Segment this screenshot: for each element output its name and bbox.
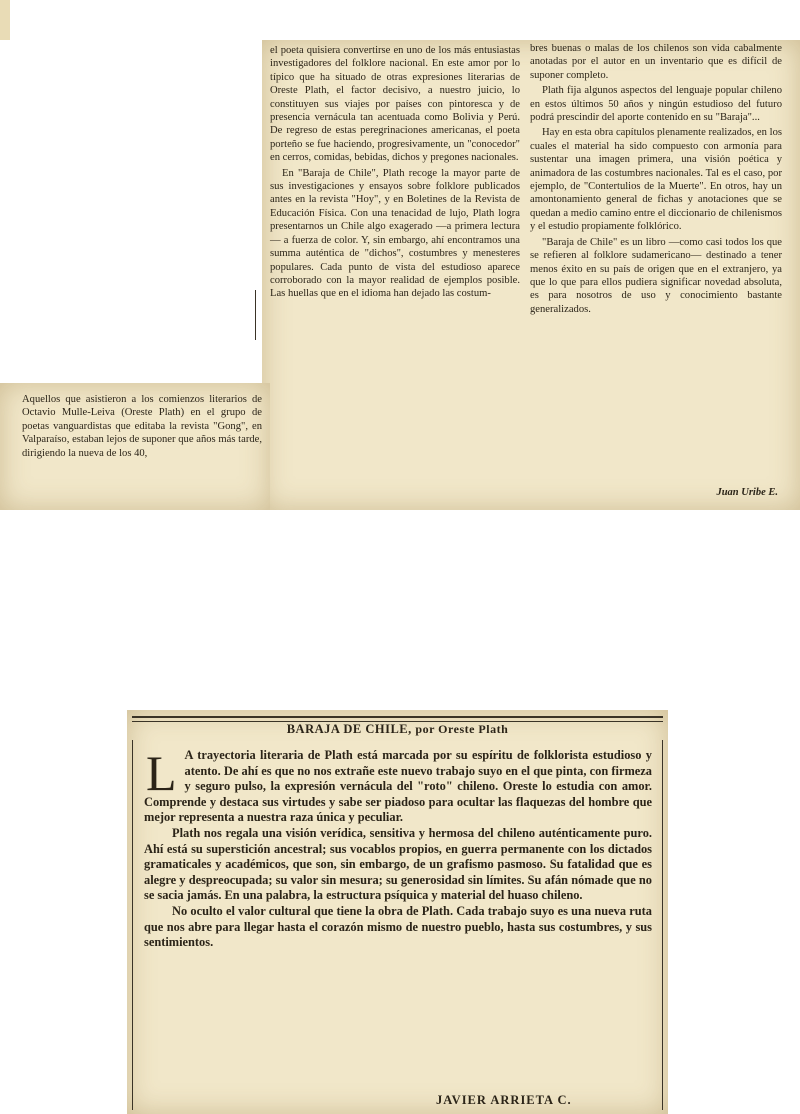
- review-body: [144, 745, 652, 951]
- review-paragraph-lead: [144, 745, 652, 826]
- article-paragraph: el poeta quisiera convertirse en uno de los más entusiastas investigadores del folklore nacional. En este amor por lo típico que ha situado de otras expresiones literarias de Oreste Plath, el factor decisivo, a nuestro juicio, lo constituyen sus viajes por países con pintoresca y de presencia vernácula tan acentuada como Bolivia y Perú. De regreso de estas peregrinaciones americanas, el poeta porteño se fue haciendo, progresivamente, un "conocedor" en cerros, comidas, bebidas, dichos y pregones nacionales.: [270, 45, 520, 164]
- article-column-left: [22, 393, 262, 462]
- review-right-rule: [662, 740, 663, 1110]
- article-paragraph: Plath fija algunos aspectos del lenguaje popular chileno en estos últimos 50 años y ningún estudioso del futuro podrá prescindir del aporte contenido en su "Baraja"...: [530, 85, 782, 124]
- review-dropcap: L: [146, 745, 177, 801]
- review-left-rule: [132, 740, 133, 1110]
- review-title-text: BARAJA DE CHILE,: [286, 722, 412, 736]
- article-signature: Juan Uribe E.: [716, 487, 778, 498]
- clipping-edge-scrap: [0, 0, 10, 40]
- review-paragraph-text: A trayectoria literaria de Plath está marcada por su espíritu de folklorista estudioso y atento. De ahí es que no nos extrañe este nuevo trabajo suyo en el que pinta, con firmeza y seguro pulso, la expresión vernácula del "roto" chileno. Oreste lo estudia con amor. Comprende y destaca sus virtudes y sabe ser piadoso para ocultar las flaquezas del hombre que mejor representa a nuestra raza única y peculiar.: [144, 748, 652, 825]
- review-paragraph: Plath nos regala una visión verídica, sensitiva y hermosa del chileno auténticamente puro. Ahí está su superstición ancestral; sus vocablos propios, en guerra permanente con los dictados gramaticales y académicos, que son, sin embargo, de un grafismo pasmoso. Su fatalidad que es alegre y despreocupada; su valor sin mesura; su generosidad sin límites. Su afán nómade que no se sacia jamás. En una palabra, la estructura psíquica y material del huaso chileno.: [144, 825, 652, 903]
- article-column-right: [530, 42, 782, 318]
- article-paragraph: Aquellos que asistieron a los comienzos literarios de Octavio Mulle-Leiva (Oreste Plath) en el grupo de poetas vanguardistas que editaba la revista "Gong", en Valparaíso, estaban lejos de suponer que años más tarde, dirigiendo la nueva de los 40,: [22, 394, 262, 459]
- column-rule: [255, 290, 256, 340]
- review-signature: JAVIER ARRIETA C.: [436, 1093, 572, 1107]
- article-paragraph: "Baraja de Chile" es un libro —como casi todos los que se refieren al folklore sudamericano— destinado a tener menos éxito en su país de origen que en el extranjero, ya que lo que para ellos pudiera significar novedad absoluta, es para nosotros de uso y conocimiento bastante generalizados.: [530, 236, 782, 315]
- article-paragraph: En "Baraja de Chile", Plath recoge la mayor parte de sus investigaciones y ensayos sobre folklore publicados antes en la revista "Hoy", y en Boletines de la Revista de Educación Física. Con una tenacidad de lujo, Plath logra presentarnos un Chile algo exagerado —a primera lectura— a fuerza de color. Y, sin embargo, ahí encontramos una summa auténtica de "dichos", costumbres y menesteres populares. Cada punto de vista del estudioso aparece corroborado con la mayor realidad de ejemplos posible. Las huellas que en el idioma han dejado las costum-: [270, 167, 520, 300]
- review-title: [132, 722, 663, 737]
- article-paragraph: bres buenas o malas de los chilenos son vida cabalmente anotadas por el autor en un inventario que es difícil de suponer completo.: [530, 43, 782, 81]
- review-paragraph: No oculto el valor cultural que tiene la obra de Plath. Cada trabajo suyo es una nueva ruta que nos abre para llegar hasta el corazón mismo de nuestro pueblo, hasta sus costumbres, y sus sentimientos.: [144, 903, 652, 950]
- article-column-middle: [270, 44, 520, 303]
- review-byline: por Oreste Plath: [415, 722, 509, 736]
- article-paragraph: Hay en esta obra capítulos plenamente realizados, en los cuales el material ha sido compuesto con armonía para sustentar una imagen primera, una visión poética y animadora de las costumbres nacionales. Tal es el caso, por ejemplo, de "Contertulios de la Muerte". En otros, hay un amontonamiento general de fichas y anotaciones que se quedan a medio camino entre el diccionario de chilenismos y el estudio propiamente folklórico.: [530, 127, 782, 233]
